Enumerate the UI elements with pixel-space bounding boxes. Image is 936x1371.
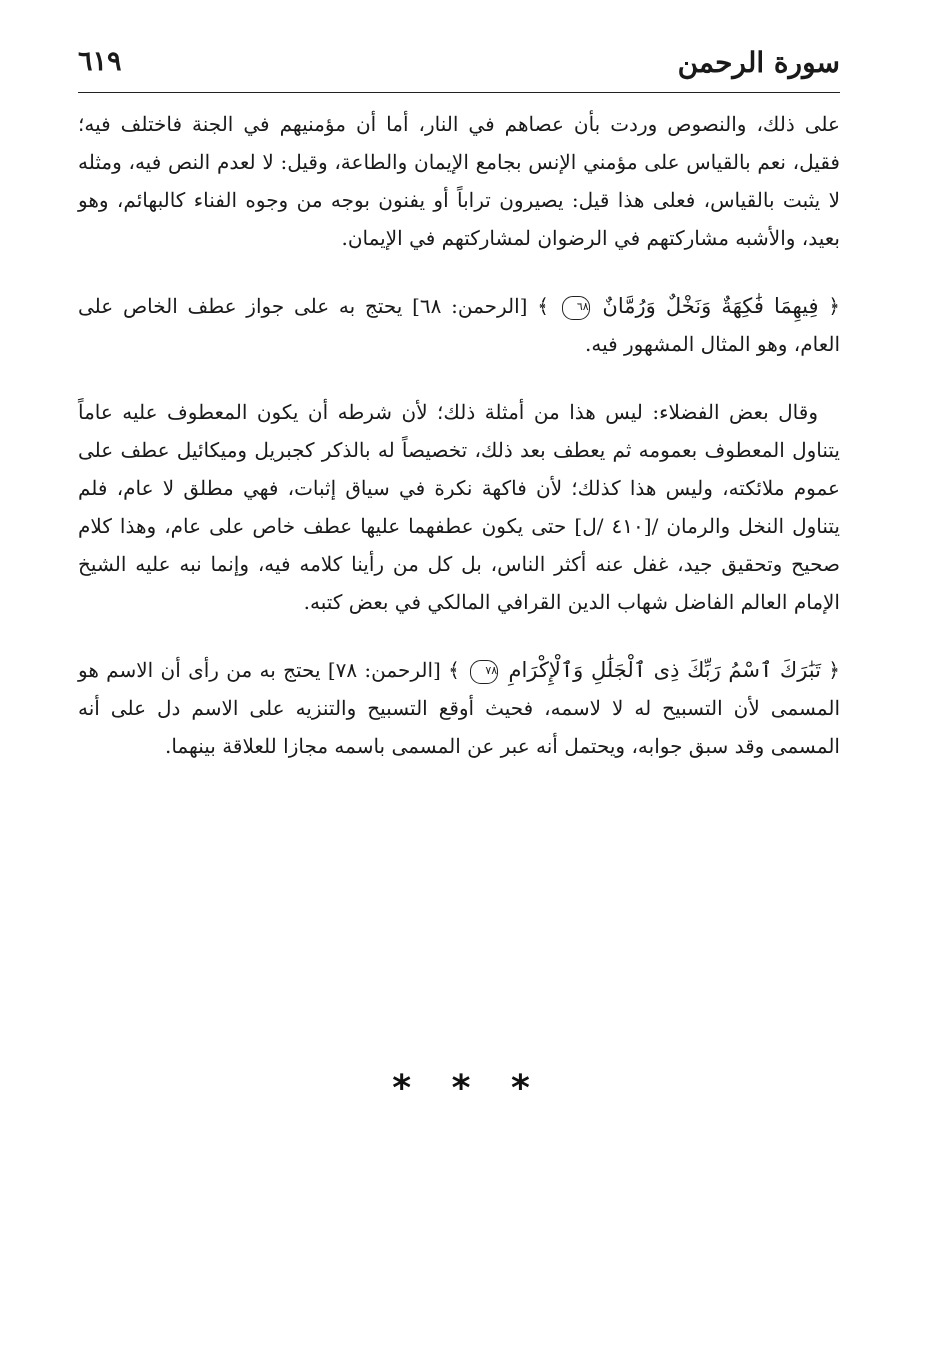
running-header — [78, 40, 840, 93]
paragraph-2-text: [الرحمن: ٦٨] يحتج به على جواز عطف الخاص على العام، وهو المثال المشهور فيه. — [78, 294, 840, 356]
verse-close-bracket: ﴾ — [537, 294, 549, 318]
paragraph-3 — [78, 393, 840, 621]
paragraph-4-text: [الرحمن: ٧٨] يحتج به من رأى أن الاسم هو المسمى لأن التسبيح له لا لاسمه، فحيث أوقع التسبيح والتنزيه على الاسم دل على أنه المسمى وقد سبق جوابه، ويحتمل أنه عبر عن المسمى باسمه مجازا للعلاقة بينهما. — [78, 658, 840, 758]
verse-open-bracket: ﴿ — [828, 294, 840, 318]
quran-verse-78: تَبَٰرَكَ ٱسْمُ رَبِّكَ ذِى ٱلْجَلَٰلِ وَٱلْإِكْرَامِ — [508, 658, 821, 682]
paragraph-1 — [78, 105, 840, 257]
ayah-number-marker: ٦٨ — [562, 296, 590, 320]
section-end-asterisks: * * * — [392, 1068, 544, 1109]
surah-title: سورة الرحمن — [677, 46, 840, 79]
document-page — [78, 40, 840, 795]
ayah-number-marker: ٧٨ — [470, 660, 498, 684]
quran-verse-68: فِيهِمَا فَٰكِهَةٌ وَنَخْلٌ وَرُمَّانٌ — [602, 294, 819, 318]
document-body — [78, 105, 840, 765]
page-number: ٦١٩ — [78, 46, 122, 77]
paragraph-4 — [78, 651, 840, 765]
paragraph-1-text: على ذلك، والنصوص وردت بأن عصاهم في النار، أما أن مؤمنيهم في الجنة فاختلف فيه؛ فقيل، نعم بالقياس على مؤمني الإنس بجامع الإيمان والطاعة، وقيل: لا لعدم النص فيه، ومثله لا يثبت بالقياس، فعلى هذا قيل: يصيرون تراباً أو يفنون بوجه من وجوه الفناء كالبهائم، وهو بعيد، والأشبه مشاركتهم في الرضوان لمشاركتهم في الإيمان. — [78, 112, 840, 250]
verse-close-bracket: ﴾ — [448, 658, 460, 682]
paragraph-3-text: وقال بعض الفضلاء: ليس هذا من أمثلة ذلك؛ لأن شرطه أن يكون المعطوف عليه عاماً يتناول المعطوف بعمومه ثم يعطف بعد ذلك، تخصيصاً له بالذكر كجبريل وميكائيل عطف على عموم ملائكته، وليس هذا كذلك؛ لأن فاكهة نكرة في سياق إثبات، فهي مطلق لا عام، فلم يتناول النخل والرمان /[٤١٠ /ل] حتى يكون عطفهما عليها عطف خاص على عام، وهذا كلام صحيح وتحقيق جيد، غفل عنه أكثر الناس، بل كل من رأينا كلامه فيه، وإنما نبه عليه الشيخ الإمام العالم الفاضل شهاب الدين القرافي المالكي في بعض كتبه. — [78, 400, 840, 614]
verse-open-bracket: ﴿ — [828, 658, 841, 682]
paragraph-2 — [78, 287, 840, 363]
